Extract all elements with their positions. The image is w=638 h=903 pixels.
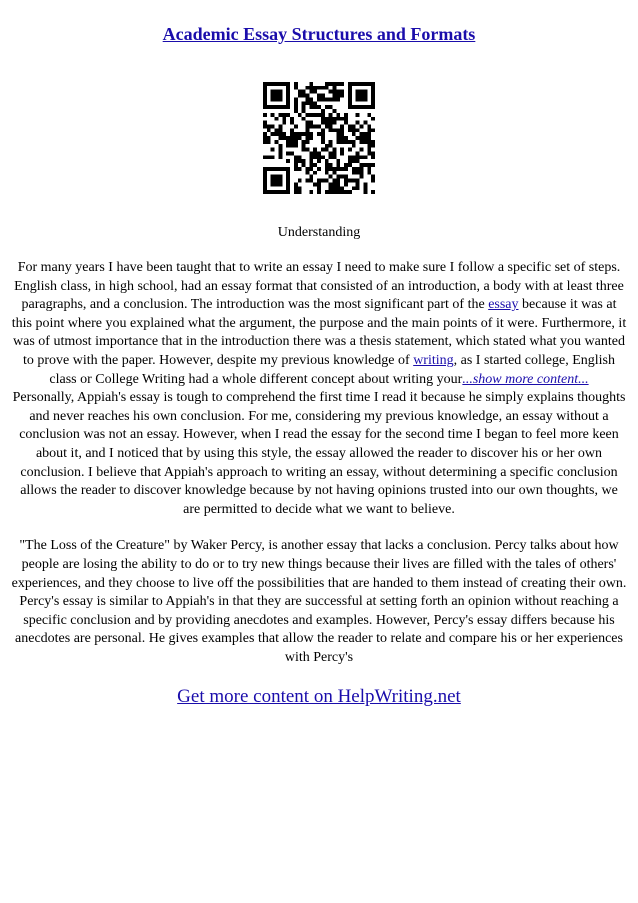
paragraph-1-text-c: , as I started college, English class or College Writing had a whole different concept about writing your	[49, 352, 615, 387]
essay-paragraph-3: "The Loss of the Creature" by Waker Percy, is another essay that lacks a conclusion. Percy talks about how people are losing the ability to do or to try new things because their lives are filled with the tales of others' experiences, and they choose to live off the possibilities that are handed to them instead of creating their own. Percy's essay is similar to Appiah's in that they are successful at setting forth an opinion without reaching a specific conclusion and by providing anecdotes and examples. However, Percy's essay differs because his anecdotes are personal. He gives examples that allow the reader to relate and compare his or her experiences with Percy's	[11, 538, 627, 665]
writing-link[interactable]: writing	[413, 352, 454, 368]
section-heading: Understanding	[277, 225, 361, 240]
essay-link[interactable]: essay	[488, 297, 519, 313]
show-more-link[interactable]: ...show more content...	[462, 371, 589, 387]
get-more-content-link[interactable]: Get more content on HelpWriting.net	[177, 686, 461, 708]
paragraph-1-text-a: For many years I have been taught that to write an essay I need to make sure I follow a specific set of steps. English class, in high school, had an essay format that consisted of an introduction, a body with at least three paragraphs, and a conclusion. The introduction was the most significant part of the	[14, 260, 624, 313]
qr-code-icon	[263, 82, 375, 194]
paragraph-1-text-b: because it was at this point where you explained what the argument, the purpose and the main points of it were. Furthermore, it was of utmost importance that in the introduction there was a thesis statement, which stated what you wanted to prove with the paper. However, despite my previous knowledge of	[11, 297, 627, 368]
get-more-content-cta	[10, 685, 628, 709]
essay-paragraph-2: Personally, Appiah's essay is tough to comprehend the first time I read it because he simply explains thoughts and never reaches his own conclusion. For me, considering my previous knowledge, an essay without a conclusion was not an essay. However, when I read the essay for the second time I began to feel more keen about it, and I noticed that by using this style, the essay allowed the reader to discover his or her own conclusion. I believe that Appiah's approach to writing an essay, without determining a specific conclusion allows the reader to discover knowledge because by not having opinions trusted into our own thoughts, we are permitted to decide what we want to believe.	[12, 390, 626, 517]
essay-paragraph-1	[10, 259, 628, 389]
document-title[interactable]: Academic Essay Structures and Formats	[162, 24, 476, 44]
